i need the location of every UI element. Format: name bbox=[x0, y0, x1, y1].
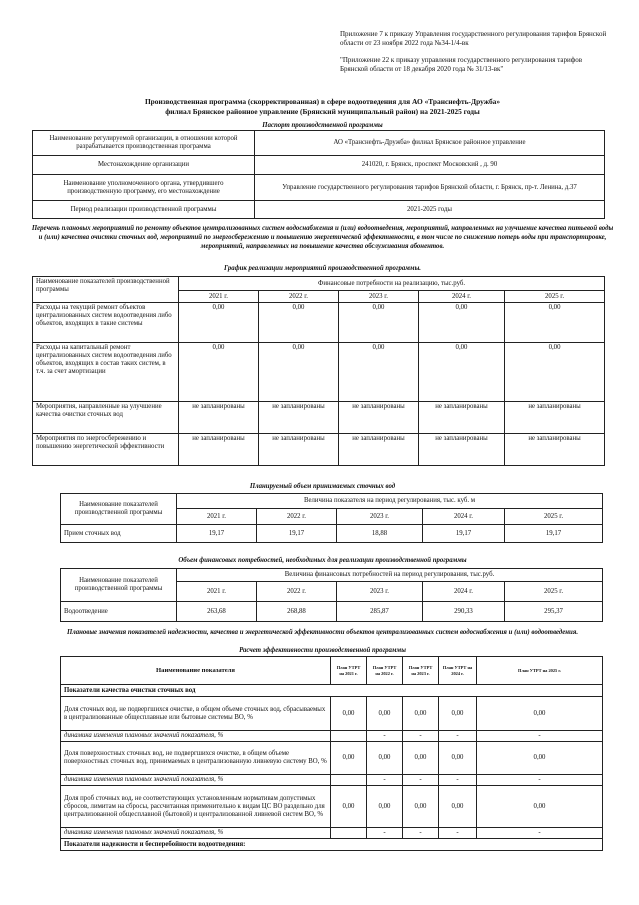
appendix-note-original: "Приложение 22 к приказу управления государственного регулирования тарифов Брянской области от 18 декабря 2020 года № 31/13-вк" bbox=[340, 56, 583, 73]
column-header: Наименование показателей производственной программы bbox=[61, 494, 177, 525]
doc-title: Производственная программа (скорректированная) в сфере водоотведения для АО «Транснефть-Дружба» bbox=[144, 97, 501, 106]
cell-value: 19,17 bbox=[505, 525, 603, 543]
table-header-row bbox=[61, 494, 603, 509]
row-label: Расходы на текущий ремонт объектов централизованных систем водоотведения либо объектов, входящих в такие системы bbox=[33, 303, 179, 343]
section-row bbox=[61, 685, 603, 697]
cell-value bbox=[331, 731, 367, 742]
table-row bbox=[33, 303, 605, 343]
indicators-table bbox=[60, 656, 603, 851]
cell-value: 0,00 bbox=[477, 697, 603, 731]
cell-value: 0,00 bbox=[505, 343, 605, 402]
year-header: 2022 г. bbox=[257, 509, 337, 525]
row-label: Расходы на капитальный ремонт централизованных систем водоотведения либо объектов, входящих в состав таких систем, в т.ч. за счет амортизации bbox=[33, 343, 179, 402]
row-label: Прием сточных вод bbox=[61, 525, 177, 543]
cell-value: 0,00 bbox=[419, 343, 505, 402]
cell-value: 0,00 bbox=[339, 303, 419, 343]
column-header: Наименование показателей производственной программы bbox=[61, 569, 177, 602]
year-header: 2025 г. bbox=[505, 582, 603, 602]
year-header: 2023 г. bbox=[337, 509, 423, 525]
cell-value: - bbox=[367, 775, 403, 786]
row-label: Доля сточных вод, не подвергшихся очистке, в общем объеме сточных вод, сбрасываемых в централизованные общесплавные или бытовые системы ВО, % bbox=[61, 697, 331, 731]
table-row bbox=[33, 156, 605, 175]
cell-value: 0,00 bbox=[259, 343, 339, 402]
cell-value: 0,00 bbox=[339, 343, 419, 402]
passport-label: Наименование регулируемой организации, в отношении которой разрабатывается производственная программа bbox=[33, 131, 255, 156]
table-row bbox=[61, 602, 603, 622]
year-header: 2023 г. bbox=[337, 582, 423, 602]
cell-value: не запланированы bbox=[339, 402, 419, 434]
cell-value: - bbox=[403, 775, 439, 786]
section-title: Показатели качества очистки сточных вод bbox=[61, 685, 603, 697]
table-row bbox=[33, 402, 605, 434]
cell-value: 0,00 bbox=[505, 303, 605, 343]
cell-value: не запланированы bbox=[505, 434, 605, 466]
table-header-row bbox=[61, 569, 603, 582]
cell-value: не запланированы bbox=[259, 402, 339, 434]
group-header: Финансовые потребности на реализацию, тыс.руб. bbox=[179, 277, 605, 291]
cell-value: 0,00 bbox=[439, 742, 477, 775]
year-header: 2021 г. bbox=[177, 582, 257, 602]
passport-table bbox=[32, 130, 605, 219]
cell-value: 285,87 bbox=[337, 602, 423, 622]
cell-value: 0,00 bbox=[259, 303, 339, 343]
cell-value: 0,00 bbox=[403, 786, 439, 828]
cell-value bbox=[331, 828, 367, 839]
cell-value: 19,17 bbox=[423, 525, 505, 543]
cell-value: не запланированы bbox=[339, 434, 419, 466]
cell-value: 18,88 bbox=[337, 525, 423, 543]
group-header: Величина показателя на период регулирования, тыс. куб. м bbox=[177, 494, 603, 509]
cell-value: 0,00 bbox=[403, 742, 439, 775]
column-header: Наименование показателей производственной программы bbox=[33, 277, 179, 303]
cell-value: - bbox=[439, 775, 477, 786]
passport-label: Наименование уполномоченного органа, утвердившего производственную программу, его местонахождение bbox=[33, 175, 255, 201]
cell-value: не запланированы bbox=[505, 402, 605, 434]
cell-value: не запланированы bbox=[419, 402, 505, 434]
measures-caption: Перечень плановых мероприятий по ремонту объектов централизованных систем водоснабжения и (или) водоотведения, мероприятий, направленных на улучшение качества питьевой воды и (или) качества очистки сточных вод, мероприятий по энергосбережению и повышению энергетической эффективности, в том числе по снижению потерь воды при транспортировке, мероприятий, направленных на повышение качества обслуживания абонентов. bbox=[31, 225, 614, 250]
group-header: Величина финансовых потребностей на период регулирования, тыс.руб. bbox=[177, 569, 603, 582]
cell-value: не запланированы bbox=[259, 434, 339, 466]
passport-value: Управление государственного регулирования тарифов Брянской области, г. Брянск, пр-т. Ленина, д.37 bbox=[255, 175, 605, 201]
year-header: 2024 г. bbox=[423, 582, 505, 602]
cell-value: - bbox=[403, 828, 439, 839]
year-header: 2024 г. bbox=[419, 291, 505, 303]
dynamics-row bbox=[61, 731, 603, 742]
dynamics-label: динамика изменения плановых значений показателя, % bbox=[61, 731, 331, 742]
year-header: 2022 г. bbox=[259, 291, 339, 303]
cell-value: 0,00 bbox=[331, 697, 367, 731]
table-row bbox=[33, 175, 605, 201]
cell-value: - bbox=[477, 828, 603, 839]
table-row bbox=[33, 131, 605, 156]
cell-value: 0,00 bbox=[439, 697, 477, 731]
column-header: Наименование показателя bbox=[61, 657, 331, 685]
table-row bbox=[33, 434, 605, 466]
volume-caption: Планируемый объем принимаемых сточных вод bbox=[249, 483, 396, 490]
cell-value: 19,17 bbox=[257, 525, 337, 543]
table-row bbox=[61, 786, 603, 828]
dynamics-label: динамика изменения плановых значений показателя, % bbox=[61, 828, 331, 839]
cell-value: не запланированы bbox=[179, 402, 259, 434]
table-row bbox=[33, 343, 605, 402]
cell-value: не запланированы bbox=[419, 434, 505, 466]
cell-value: 0,00 bbox=[439, 786, 477, 828]
cell-value: - bbox=[477, 775, 603, 786]
passport-caption: Паспорт производственной программы bbox=[262, 122, 383, 129]
year-header: 2025 г. bbox=[505, 291, 605, 303]
year-header: 2023 г. bbox=[339, 291, 419, 303]
measures-table bbox=[32, 276, 605, 466]
cell-value: 0,00 bbox=[331, 742, 367, 775]
plan-header: План УТРТ на 2024 г. bbox=[439, 657, 477, 685]
table-header-row bbox=[61, 657, 603, 685]
year-header: 2021 г. bbox=[177, 509, 257, 525]
table-row bbox=[61, 742, 603, 775]
doc-subtitle: филиал Брянское районное управление (Брянский муниципальный район) на 2021-2025 годы bbox=[165, 107, 480, 116]
year-header: 2025 г. bbox=[505, 509, 603, 525]
row-label: Водоотведение bbox=[61, 602, 177, 622]
cell-value: 19,17 bbox=[177, 525, 257, 543]
cell-value: 0,00 bbox=[403, 697, 439, 731]
indicators-caption: Плановые значения показателей надежности, качества и энергетической эффективности объектов централизованных систем водоснабжения и (или) водоотведения. bbox=[66, 629, 579, 636]
cell-value: 295,37 bbox=[505, 602, 603, 622]
row-label: Доля проб сточных вод, не соответствующих установленным нормативам допустимых сбросов, лимитам на сбросы, рассчитанная применительно к видам ЦС ВО раздельно для централизованной общесплавной (бытовой) и централизованной ливневой систем ВО, % bbox=[61, 786, 331, 828]
row-label: Мероприятия по энергосбережению и повышению энергетической эффективности bbox=[33, 434, 179, 466]
cell-value bbox=[331, 775, 367, 786]
efficiency-caption: Расчет эффективности производственной программы bbox=[239, 647, 406, 654]
row-label: Доля поверхностных сточных вод, не подвергшихся очистке, в общем объеме поверхностных сточных вод, принимаемых в централизованную ливневую систему ВО, % bbox=[61, 742, 331, 775]
passport-value: 2021-2025 годы bbox=[255, 201, 605, 219]
dynamics-row bbox=[61, 828, 603, 839]
plan-header: План УТРТ на 2022 г. bbox=[367, 657, 403, 685]
section-row bbox=[61, 839, 603, 851]
table-row bbox=[61, 525, 603, 543]
cell-value: не запланированы bbox=[179, 434, 259, 466]
plan-header: План УТРТ на 2023 г. bbox=[403, 657, 439, 685]
finance-table bbox=[60, 568, 603, 622]
cell-value: 0,00 bbox=[179, 343, 259, 402]
table-row bbox=[61, 697, 603, 731]
appendix-note: Приложение 7 к приказу Управления государственного регулирования тарифов Брянской области от 23 ноября 2022 года №34-1/4-вк bbox=[340, 30, 607, 47]
cell-value: - bbox=[367, 828, 403, 839]
passport-value: 241020, г. Брянск, проспект Московский , д. 90 bbox=[255, 156, 605, 175]
passport-value: АО «Транснефть-Дружба» филиал Брянское районное управление bbox=[255, 131, 605, 156]
cell-value: 0,00 bbox=[331, 786, 367, 828]
dynamics-label: динамика изменения плановых значений показателя, % bbox=[61, 775, 331, 786]
dynamics-row bbox=[61, 775, 603, 786]
cell-value: 263,68 bbox=[177, 602, 257, 622]
cell-value: 0,00 bbox=[367, 742, 403, 775]
table-row bbox=[33, 201, 605, 219]
cell-value: 0,00 bbox=[367, 786, 403, 828]
table-header-row bbox=[33, 277, 605, 291]
cell-value: - bbox=[367, 731, 403, 742]
year-header: 2022 г. bbox=[257, 582, 337, 602]
plan-header: План УТРТ на 2025 г. bbox=[477, 657, 603, 685]
section-title: Показатели надежности и бесперебойности водоотведения: bbox=[61, 839, 603, 851]
cell-value: 290,33 bbox=[423, 602, 505, 622]
cell-value: - bbox=[439, 731, 477, 742]
passport-label: Местонахождение организации bbox=[33, 156, 255, 175]
cell-value: - bbox=[477, 731, 603, 742]
cell-value: 0,00 bbox=[419, 303, 505, 343]
passport-label: Период реализации производственной программы bbox=[33, 201, 255, 219]
finance-caption: Объем финансовых потребностей, необходимых для реализации производственной программы bbox=[178, 557, 467, 564]
year-header: 2024 г. bbox=[423, 509, 505, 525]
cell-value: - bbox=[439, 828, 477, 839]
cell-value: - bbox=[403, 731, 439, 742]
cell-value: 0,00 bbox=[477, 742, 603, 775]
row-label: Мероприятия, направленные на улучшение качества очистки сточных вод bbox=[33, 402, 179, 434]
volume-table bbox=[60, 493, 603, 543]
cell-value: 0,00 bbox=[367, 697, 403, 731]
plan-header: План УТРТ на 2021 г. bbox=[331, 657, 367, 685]
year-header: 2021 г. bbox=[179, 291, 259, 303]
schedule-caption: График реализации мероприятий производственной программы. bbox=[223, 265, 421, 272]
cell-value: 0,00 bbox=[477, 786, 603, 828]
cell-value: 268,88 bbox=[257, 602, 337, 622]
cell-value: 0,00 bbox=[179, 303, 259, 343]
